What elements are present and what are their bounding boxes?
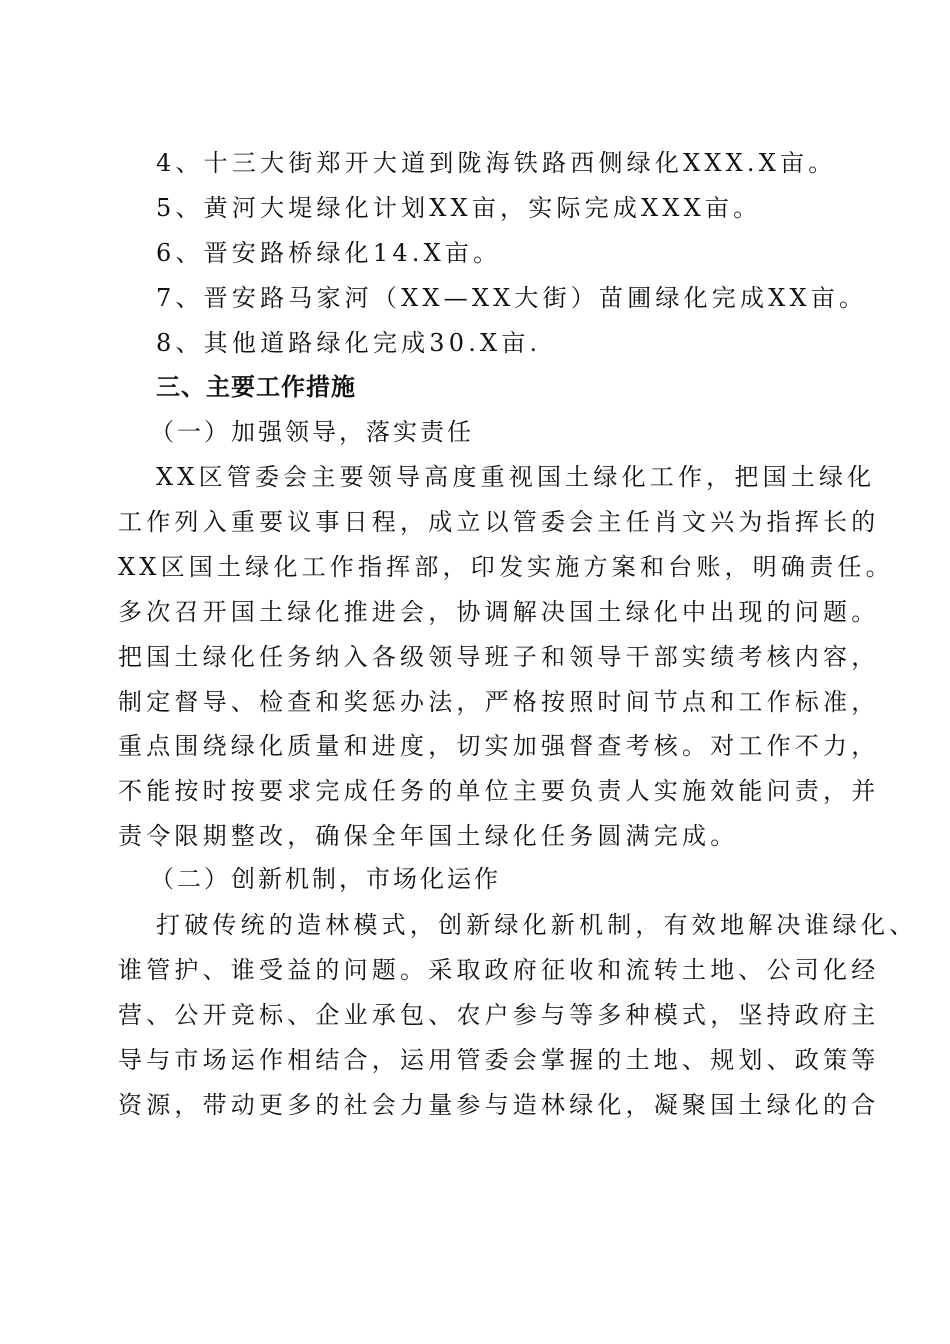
list-item: 6、晋安路桥绿化14.X亩。: [156, 239, 502, 267]
paragraph-line: 谁管护、谁受益的问题。采取政府征收和流转土地、公司化经: [118, 956, 880, 984]
list-item: 7、晋安路马家河（XX—XX大街）苗圃绿化完成XX亩。: [156, 284, 868, 312]
subsection-title: （一）加强领导，落实责任: [150, 418, 474, 446]
paragraph-line: XX区管委会主要领导高度重视国土绿化工作，把国土绿化: [156, 463, 876, 491]
paragraph-line: 把国土绿化任务纳入各级领导班子和领导干部实绩考核内容，: [118, 643, 880, 671]
paragraph-line: 重点围绕绿化质量和进度，切实加强督查考核。对工作不力，: [118, 732, 880, 760]
subsection-title: （二）创新机制，市场化运作: [150, 865, 501, 893]
paragraph-line: 不能按时按要求完成任务的单位主要负责人实施效能问责，并: [118, 777, 880, 805]
paragraph-line: 导与市场运作相结合，运用管委会掌握的土地、规划、政策等: [118, 1046, 880, 1074]
section-heading: 三、主要工作措施: [156, 373, 356, 401]
list-item: 4、十三大街郑开大道到陇海铁路西侧绿化XXX.X亩。: [156, 149, 837, 177]
paragraph-line: 营、公开竞标、企业承包、农户参与等多种模式，坚持政府主: [118, 1001, 880, 1029]
paragraph-line: 打破传统的造林模式，创新绿化新机制，有效地解决谁绿化、: [156, 911, 918, 939]
paragraph-line: XX区国土绿化工作指挥部，印发实施方案和台账，明确责任。: [118, 553, 894, 581]
paragraph-line: 资源，带动更多的社会力量参与造林绿化，凝聚国土绿化的合: [118, 1091, 880, 1119]
paragraph-line: 制定督导、检查和奖惩办法，严格按照时间节点和工作标准，: [118, 688, 880, 716]
list-item: 5、黄河大堤绿化计划XX亩，实际完成XXX亩。: [156, 194, 762, 222]
paragraph-line: 工作列入重要议事日程，成立以管委会主任肖文兴为指挥长的: [118, 508, 880, 536]
paragraph-line: 多次召开国土绿化推进会，协调解决国土绿化中出现的问题。: [118, 598, 880, 626]
list-item: 8、其他道路绿化完成30.X亩.: [156, 329, 542, 357]
paragraph-line: 责令限期整改，确保全年国土绿化任务圆满完成。: [118, 822, 739, 850]
